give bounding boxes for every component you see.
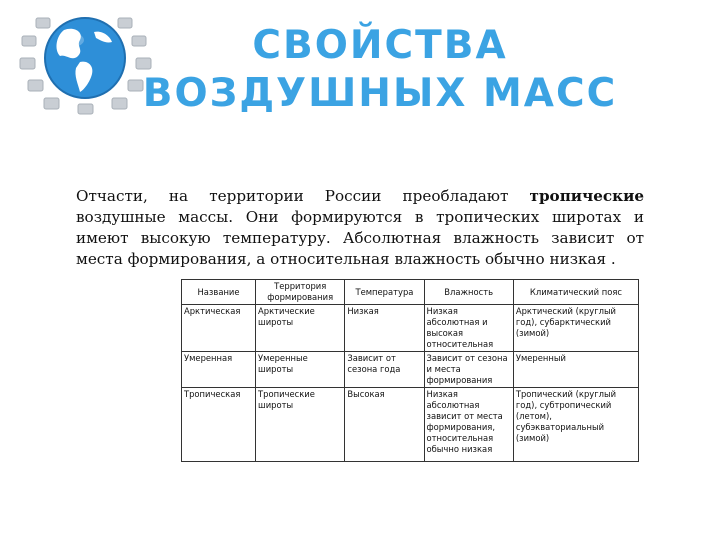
header-territory: Территория формирования (256, 280, 345, 305)
paragraph-bold-term: тропические (529, 187, 644, 205)
header-temperature: Температура (345, 280, 424, 305)
table-header-row (182, 280, 639, 305)
body-paragraph (76, 186, 644, 270)
title-line-2: ВОЗДУШНЫХ МАСС (142, 71, 618, 116)
table-cell: Высокая (345, 388, 424, 462)
paragraph-text-end: воздушные массы. Они формируются в тропических широтах и имеют высокую температуру. Абсолютная влажность зависит от места формирования, а относительная влажность обычно низкая . (76, 208, 644, 268)
table-cell: Тропическая (182, 388, 256, 462)
table-cell: Умеренный (513, 352, 638, 388)
title-line-1: СВОЙСТВА (252, 23, 508, 68)
table-row (182, 388, 639, 462)
air-masses-table (181, 279, 639, 462)
table-cell: Арктическая (182, 305, 256, 352)
paragraph-text-start: Отчасти, на территории России преобладают (76, 187, 530, 205)
header-humidity: Влажность (424, 280, 513, 305)
table-cell: Низкая (345, 305, 424, 352)
header-name: Название (182, 280, 256, 305)
table-cell: Тропические широты (256, 388, 345, 462)
table-cell: Тропический (круглый год), субтропический (летом), субэкваториальный (зимой) (513, 388, 638, 462)
table-cell: Зависит от сезона года (345, 352, 424, 388)
table-row (182, 305, 639, 352)
table-row (182, 352, 639, 388)
table-cell: Зависит от сезона и места формирования (424, 352, 513, 388)
table-cell: Арктические широты (256, 305, 345, 352)
table-cell: Низкая абсолютная зависит от места формирования, относительная обычно низкая (424, 388, 513, 462)
header-climate-zone: Климатический пояс (513, 280, 638, 305)
page-title (100, 22, 660, 118)
table-cell: Низкая абсолютная и высокая относительная (424, 305, 513, 352)
table-cell: Арктический (круглый год), субарктический (зимой) (513, 305, 638, 352)
table-cell: Умеренная (182, 352, 256, 388)
table-cell: Умеренные широты (256, 352, 345, 388)
